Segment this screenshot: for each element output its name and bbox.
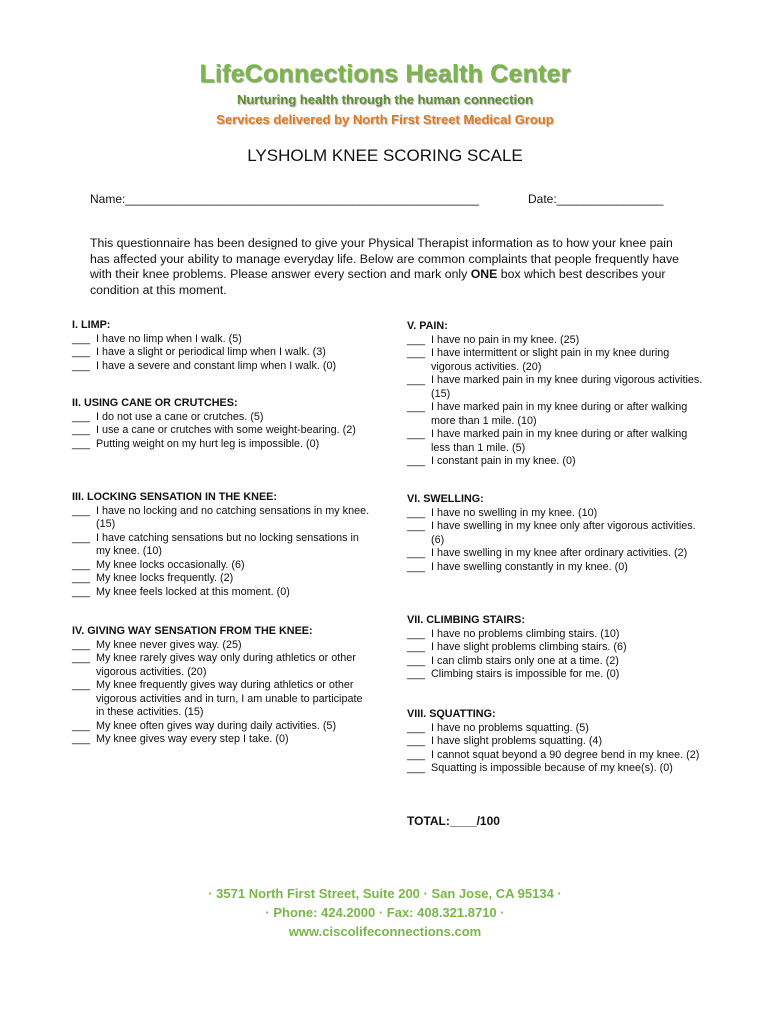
option-text: I have no problems squatting. (5) — [431, 721, 589, 734]
option-text: My knee locks occasionally. (6) — [96, 558, 245, 571]
checkbox-blank[interactable]: ___ — [72, 572, 91, 584]
date-field[interactable]: Date:________________ — [528, 192, 664, 206]
option-item[interactable] — [407, 762, 707, 776]
checkbox-blank[interactable]: ___ — [407, 374, 426, 386]
footer-phone-fax: · Phone: 424.2000 · Fax: 408.321.8710 · — [265, 905, 505, 920]
option-item[interactable] — [72, 532, 372, 559]
option-text: Squatting is impossible because of my knee(s). (0) — [431, 762, 673, 774]
intro-text: This questionnaire has been designed to give your Physical Therapist information as to how your knee pain has affected your ability to manage everyday life. Below are common complaints that people frequently have with their knee problems. Please answer every section and mark only — [90, 236, 679, 281]
checkbox-blank[interactable]: ___ — [407, 721, 426, 734]
option-item[interactable] — [72, 679, 372, 720]
checkbox-blank[interactable]: ___ — [407, 455, 426, 467]
option-item[interactable] — [407, 561, 707, 575]
option-item[interactable] — [72, 733, 372, 747]
option-item[interactable] — [407, 641, 707, 655]
option-item[interactable] — [407, 722, 707, 736]
option-text: I have marked pain in my knee during or after walking less than 1 mile. (5) — [431, 428, 688, 454]
option-text: I have slight problems squatting. (4) — [431, 735, 603, 747]
checkbox-blank[interactable]: ___ — [72, 679, 91, 691]
checkbox-blank[interactable]: ___ — [407, 547, 426, 559]
intro-text-end: box which best describes your condition at this moment. — [90, 267, 666, 297]
name-field[interactable]: Name:_____________________________________________________ — [90, 192, 480, 206]
option-item[interactable] — [407, 455, 707, 469]
option-item[interactable] — [407, 735, 707, 749]
option-text: I have swelling in my knee after ordinary activities. (2) — [431, 547, 688, 559]
checkbox-blank[interactable]: ___ — [72, 359, 91, 372]
option-text: My knee rarely gives way only during athletics or other vigorous activities. (20) — [96, 652, 356, 678]
option-item[interactable] — [407, 401, 707, 428]
section-title: VI. SWELLING: — [407, 493, 484, 505]
option-item[interactable] — [407, 347, 707, 374]
section-pain — [407, 320, 707, 469]
footer-website[interactable]: www.ciscolifeconnections.com — [288, 924, 482, 939]
option-text: I have marked pain in my knee during or after walking more than 1 mile. (10) — [431, 401, 688, 427]
checkbox-blank[interactable]: ___ — [407, 401, 426, 413]
option-item[interactable] — [72, 424, 372, 438]
option-text: Putting weight on my hurt leg is impossible. (0) — [96, 437, 320, 450]
option-text: I have slight problems climbing stairs. (6) — [431, 641, 627, 653]
section-locking — [72, 491, 372, 599]
checkbox-blank[interactable]: ___ — [407, 347, 426, 359]
section-title: VII. CLIMBING STAIRS: — [407, 614, 525, 626]
section-title: V. PAIN: — [407, 320, 448, 332]
form-title: LYSHOLM KNEE SCORING SCALE — [247, 146, 523, 165]
option-text: I constant pain in my knee. (0) — [431, 455, 576, 467]
option-item[interactable] — [407, 374, 707, 401]
checkbox-blank[interactable]: ___ — [72, 585, 91, 598]
checkbox-blank[interactable]: ___ — [407, 654, 426, 667]
option-text: My knee feels locked at this moment. (0) — [96, 585, 290, 598]
option-text: I do not use a cane or crutches. (5) — [96, 410, 264, 423]
option-text: I can climb stairs only one at a time. (2) — [431, 654, 619, 667]
option-text: I have catching sensations but no locking sensations in my knee. (10) — [96, 531, 359, 557]
checkbox-blank[interactable]: ___ — [72, 558, 91, 571]
intro-paragraph — [90, 236, 690, 298]
option-text: I cannot squat beyond a 90 degree bend in my knee. (2) — [431, 748, 700, 761]
checkbox-blank[interactable]: ___ — [72, 424, 91, 436]
option-text: My knee frequently gives way during athletics or other vigorous activities and in turn, I am unable to participate in these activities. (15) — [96, 679, 363, 718]
option-item[interactable] — [407, 655, 707, 669]
section-cane-crutches — [72, 397, 372, 451]
checkbox-blank[interactable]: ___ — [407, 762, 426, 774]
option-item[interactable] — [72, 559, 372, 573]
footer-contact — [0, 884, 770, 941]
option-item[interactable] — [407, 520, 707, 547]
total-score-field[interactable]: TOTAL:____/100 — [407, 814, 500, 828]
option-item[interactable] — [407, 428, 707, 455]
checkbox-blank[interactable]: ___ — [72, 504, 91, 517]
option-item[interactable] — [72, 438, 372, 452]
intro-emphasis: ONE — [470, 267, 498, 281]
option-item[interactable] — [72, 411, 372, 425]
section-swelling — [407, 493, 707, 574]
org-name: LifeConnections Health Center — [199, 60, 571, 88]
option-item[interactable] — [72, 720, 372, 734]
option-text: I have swelling constantly in my knee. (0) — [431, 560, 628, 573]
option-item[interactable] — [407, 334, 707, 348]
option-item[interactable] — [407, 507, 707, 521]
services-line: Services delivered by North First Street Medical Group — [216, 112, 554, 127]
option-item[interactable] — [72, 505, 372, 532]
option-text: I have marked pain in my knee during vigorous activities. (15) — [431, 374, 703, 400]
option-item[interactable] — [72, 333, 372, 347]
checkbox-blank[interactable]: ___ — [407, 735, 426, 747]
checkbox-blank[interactable]: ___ — [72, 437, 91, 450]
tagline: Nurturing health through the human connection — [236, 92, 534, 107]
checkbox-blank[interactable]: ___ — [407, 641, 426, 653]
option-text: I have no pain in my knee. (25) — [431, 333, 580, 346]
section-title: I. LIMP: — [72, 319, 111, 331]
section-squatting — [407, 708, 707, 776]
option-item[interactable] — [407, 749, 707, 763]
option-text: Climbing stairs is impossible for me. (0) — [431, 668, 620, 680]
checkbox-blank[interactable]: ___ — [407, 520, 426, 532]
section-title: IV. GIVING WAY SENSATION FROM THE KNEE: — [72, 625, 313, 637]
checkbox-blank[interactable]: ___ — [72, 733, 91, 745]
option-text: I have intermittent or slight pain in my knee during vigorous activities. (20) — [431, 347, 670, 373]
checkbox-blank[interactable]: ___ — [407, 506, 426, 519]
option-item[interactable] — [72, 572, 372, 586]
option-text: I have a severe and constant limp when I walk. (0) — [96, 359, 337, 372]
option-item[interactable] — [72, 639, 372, 653]
option-item[interactable] — [72, 360, 372, 374]
option-item[interactable] — [407, 547, 707, 561]
checkbox-blank[interactable]: ___ — [72, 719, 91, 732]
footer-address: · 3571 North First Street, Suite 200 · San Jose, CA 95134 · — [208, 886, 562, 901]
option-item[interactable] — [72, 652, 372, 679]
checkbox-blank[interactable]: ___ — [72, 410, 91, 423]
option-item[interactable] — [407, 628, 707, 642]
checkbox-blank[interactable]: ___ — [407, 627, 426, 640]
section-title: II. USING CANE OR CRUTCHES: — [72, 397, 238, 409]
checkbox-blank[interactable]: ___ — [407, 668, 426, 680]
checkbox-blank[interactable]: ___ — [72, 652, 91, 664]
option-text: I have no problems climbing stairs. (10) — [431, 627, 620, 640]
section-title: VIII. SQUATTING: — [407, 708, 496, 720]
section-title: III. LOCKING SENSATION IN THE KNEE: — [72, 491, 277, 503]
option-item[interactable] — [72, 586, 372, 600]
option-text: I have a slight or periodical limp when I walk. (3) — [96, 346, 326, 358]
checkbox-blank[interactable]: ___ — [407, 333, 426, 346]
section-giving-way — [72, 625, 372, 747]
option-text: I have no swelling in my knee. (10) — [431, 506, 598, 519]
checkbox-blank[interactable]: ___ — [407, 428, 426, 440]
option-item[interactable] — [407, 668, 707, 682]
option-text: I have swelling in my knee only after vigorous activities. (6) — [431, 520, 696, 546]
option-item[interactable] — [72, 346, 372, 360]
option-text: I have no locking and no catching sensations in my knee. (15) — [96, 504, 370, 530]
checkbox-blank[interactable]: ___ — [72, 531, 91, 544]
section-limp — [72, 319, 372, 373]
letterhead — [0, 60, 770, 127]
option-text: My knee gives way every step I take. (0) — [96, 733, 289, 745]
section-climbing-stairs — [407, 614, 707, 682]
option-text: I use a cane or crutches with some weight-bearing. (2) — [96, 424, 356, 436]
checkbox-blank[interactable]: ___ — [407, 560, 426, 573]
option-text: My knee often gives way during daily activities. (5) — [96, 719, 337, 732]
checkbox-blank[interactable]: ___ — [72, 346, 91, 358]
option-text: My knee never gives way. (25) — [96, 638, 242, 651]
checkbox-blank[interactable]: ___ — [72, 332, 91, 345]
option-text: My knee locks frequently. (2) — [96, 572, 234, 584]
checkbox-blank[interactable]: ___ — [72, 638, 91, 651]
option-text: I have no limp when I walk. (5) — [96, 332, 242, 345]
checkbox-blank[interactable]: ___ — [407, 748, 426, 761]
